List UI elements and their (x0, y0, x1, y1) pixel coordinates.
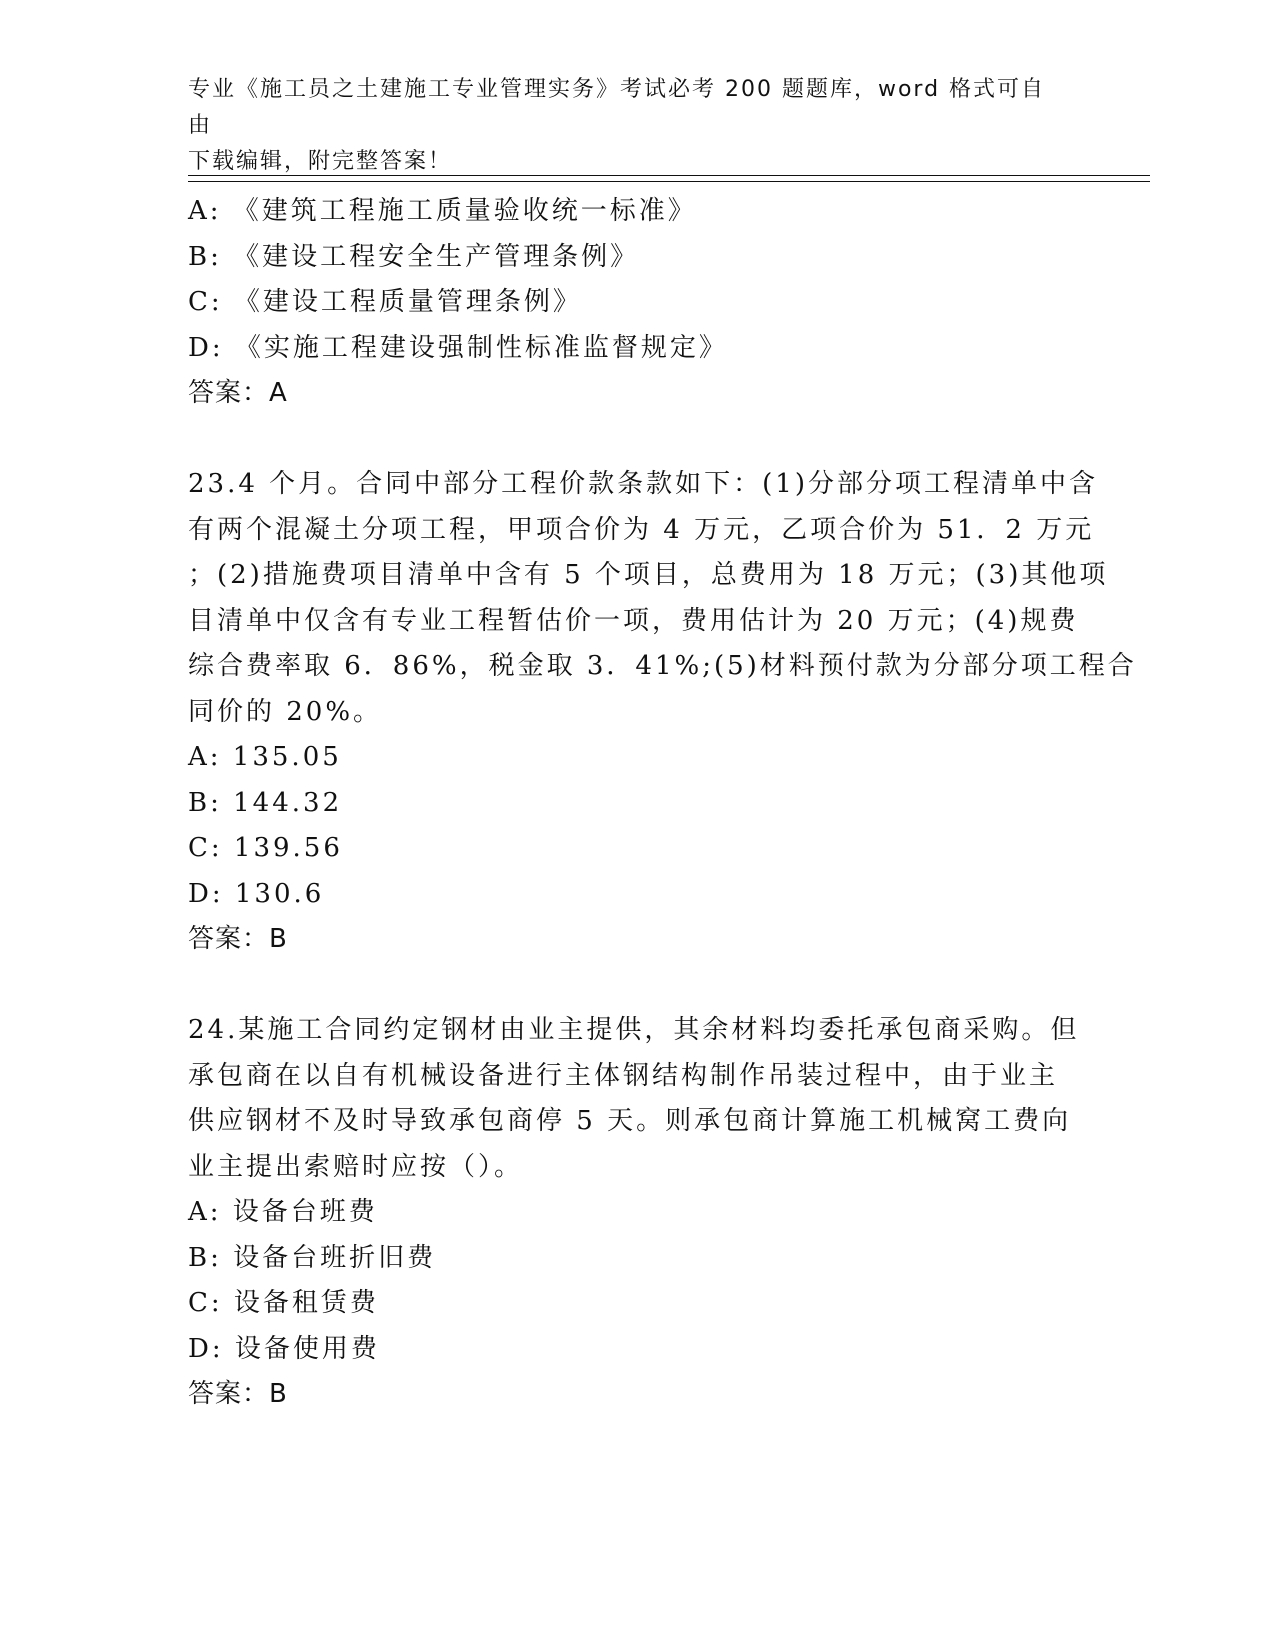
option-c: C: 设备租赁费 (188, 1288, 379, 1318)
question-text-line: 23.4 个月。合同中部分工程价款条款如下：(1)分部分项工程清单中含 (188, 469, 1098, 499)
header-divider-bottom (188, 181, 1150, 182)
header-line-1: 专业《施工员之土建施工专业管理实务》考试必考 200 题题库，word 格式可自由 (188, 77, 1046, 138)
option-b: B: 144.32 (188, 787, 343, 818)
question-text-line: 业主提出索赔时应按（）。 (188, 1151, 524, 1182)
header-divider-top (188, 175, 1150, 176)
question-text-line: 同价的 20%。 (188, 696, 383, 727)
option-d: D: 设备使用费 (188, 1333, 380, 1364)
answer-line: 答案：A (188, 378, 288, 408)
question-text-line: 供应钢材不及时导致承包商停 5 天。则承包商计算施工机械窝工费向 (188, 1106, 1072, 1136)
document-header (188, 72, 1068, 180)
spacer (188, 963, 1088, 1009)
spacer (188, 417, 1088, 463)
question-text-line: 综合费率取 6．86%，税金取 3．41%;(5)材料预付款为分部分项工程合 (188, 651, 1137, 681)
option-d: D: 《实施工程建设强制性标准监督规定》 (188, 332, 728, 363)
option-b: B: 设备台班折旧费 (188, 1242, 437, 1273)
answer-line: 答案：B (188, 1379, 288, 1409)
question-content (188, 189, 1137, 1418)
option-c: C: 《建设工程质量管理条例》 (188, 287, 582, 317)
question-24 (188, 1008, 1088, 1418)
header-line-2: 下载编辑，附完整答案！ (188, 149, 453, 174)
option-a: A: 135.05 (188, 742, 342, 772)
question-23 (188, 462, 1137, 963)
question-text-line: ；(2)措施费项目清单中含有 5 个项目，总费用为 18 万元；(3)其他项 (188, 560, 1109, 590)
answer-line: 答案：B (188, 924, 288, 954)
question-text-line: 有两个混凝土分项工程，甲项合价为 4 万元，乙项合价为 51．2 万元 (188, 514, 1095, 545)
question-22 (188, 189, 1088, 417)
option-c: C: 139.56 (188, 833, 343, 863)
question-text-line: 目清单中仅含有专业工程暂估价一项，费用估计为 20 万元；(4)规费 (188, 605, 1079, 636)
option-d: D: 130.6 (188, 878, 325, 909)
option-b: B: 《建设工程安全生产管理条例》 (188, 241, 640, 272)
option-a: A: 设备台班费 (188, 1197, 378, 1227)
question-text-line: 承包商在以自有机械设备进行主体钢结构制作吊装过程中，由于业主 (188, 1060, 1059, 1091)
option-a: A: 《建筑工程施工质量验收统一标准》 (188, 196, 697, 226)
question-text-line: 24.某施工合同约定钢材由业主提供，其余材料均委托承包商采购。但 (188, 1015, 1080, 1045)
